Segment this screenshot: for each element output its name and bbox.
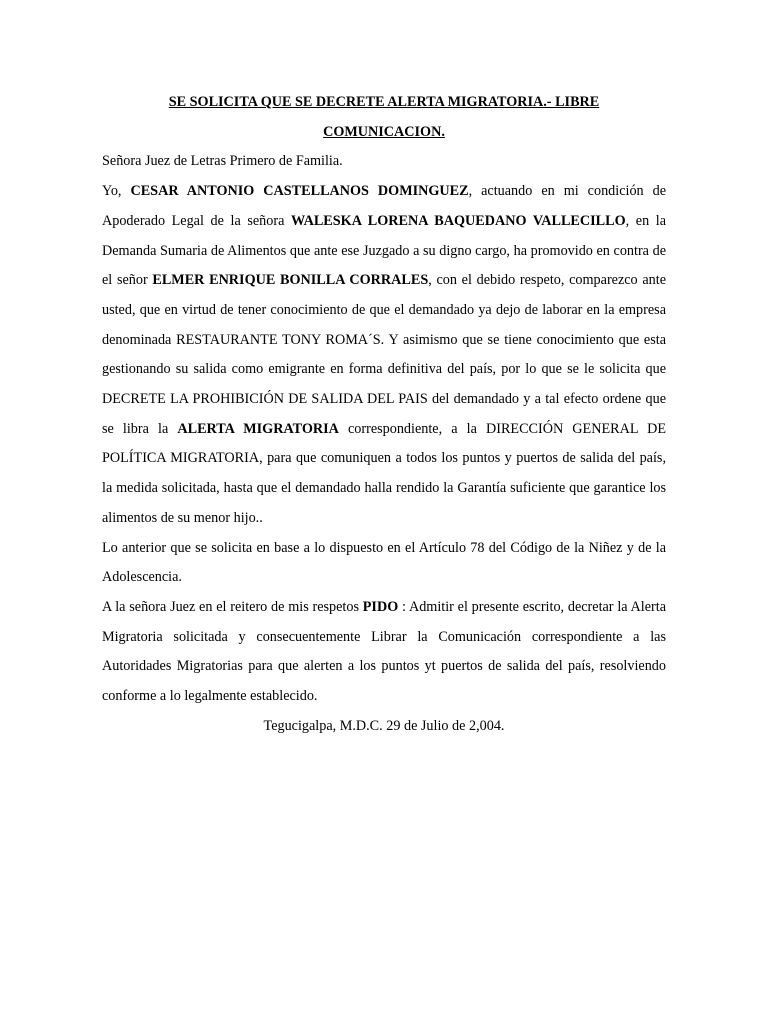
title-line-2: COMUNICACION.	[323, 123, 445, 140]
document-page	[102, 88, 666, 741]
p1-text-1: Yo,	[102, 183, 131, 200]
alerta-migratoria-term: ALERTA MIGRATORIA	[177, 420, 339, 437]
p1-text-5: correspondiente, a la DIRECCIÓN GENERAL DE POLÍTICA MIGRATORIA, para que comuniquen a todos los puntos y puertos de salida del país, la medida solicitada, hasta que el demandado halla rendido la Garantía suficiente que garantice los alimentos de su menor hijo..	[102, 420, 666, 526]
paragraph-request	[102, 593, 666, 712]
client-name: WALESKA LORENA BAQUEDANO VALLECILLO	[290, 212, 626, 229]
p3-text-2: : Admitir el presente escrito, decretar la Alerta Migratoria solicitada y consecuentemente Librar la Comunicación correspondiente a las Autoridades Migratorias para que alerten a los puntos yt puertos de salida del país, resolviendo conforme a lo legalmente establecido.	[102, 598, 666, 705]
p1-text-3: , en la Demanda Sumaria de Alimentos que ante ese Juzgado a su digno cargo, ha promovido en contra de el señor	[102, 212, 666, 289]
paragraph-petition	[102, 177, 666, 533]
paragraph-legal-basis: Lo anterior que se solicita en base a lo dispuesto en el Artículo 78 del Código de la Niñez y de la Adolescencia.	[102, 539, 666, 586]
defendant-name: ELMER ENRIQUE BONILLA CORRALES	[152, 272, 429, 289]
addressee-line: Señora Juez de Letras Primero de Familia.	[102, 153, 343, 170]
p1-text-4: , con el debido respeto, comparezco ante usted, que en virtud de tener conocimiento de que el demandado ya dejo de laborar en la empresa denominada RESTAURANTE TONY ROMA´S. Y asimismo que se tiene conocimiento que esta gestionando su salida como emigrante en forma definitiva del país, por lo que se le solicita que DECRETE LA PROHIBICIÓN DE SALIDA DEL PAIS del demandado y a tal efecto ordene que se libra la	[102, 272, 666, 437]
attorney-name: CESAR ANTONIO CASTELLANOS DOMINGUEZ	[130, 183, 469, 200]
p1-text-2: , actuando en mi condición de Apoderado Legal de la señora	[102, 183, 667, 229]
place-date-line: Tegucigalpa, M.D.C. 29 de Julio de 2,004.	[263, 717, 505, 734]
p3-text-1: A la señora Juez en el reitero de mis respetos	[102, 598, 363, 615]
title-line-1: SE SOLICITA QUE SE DECRETE ALERTA MIGRATORIA.- LIBRE	[168, 94, 600, 110]
pido-term: PIDO	[362, 598, 399, 615]
document-title	[102, 88, 666, 147]
